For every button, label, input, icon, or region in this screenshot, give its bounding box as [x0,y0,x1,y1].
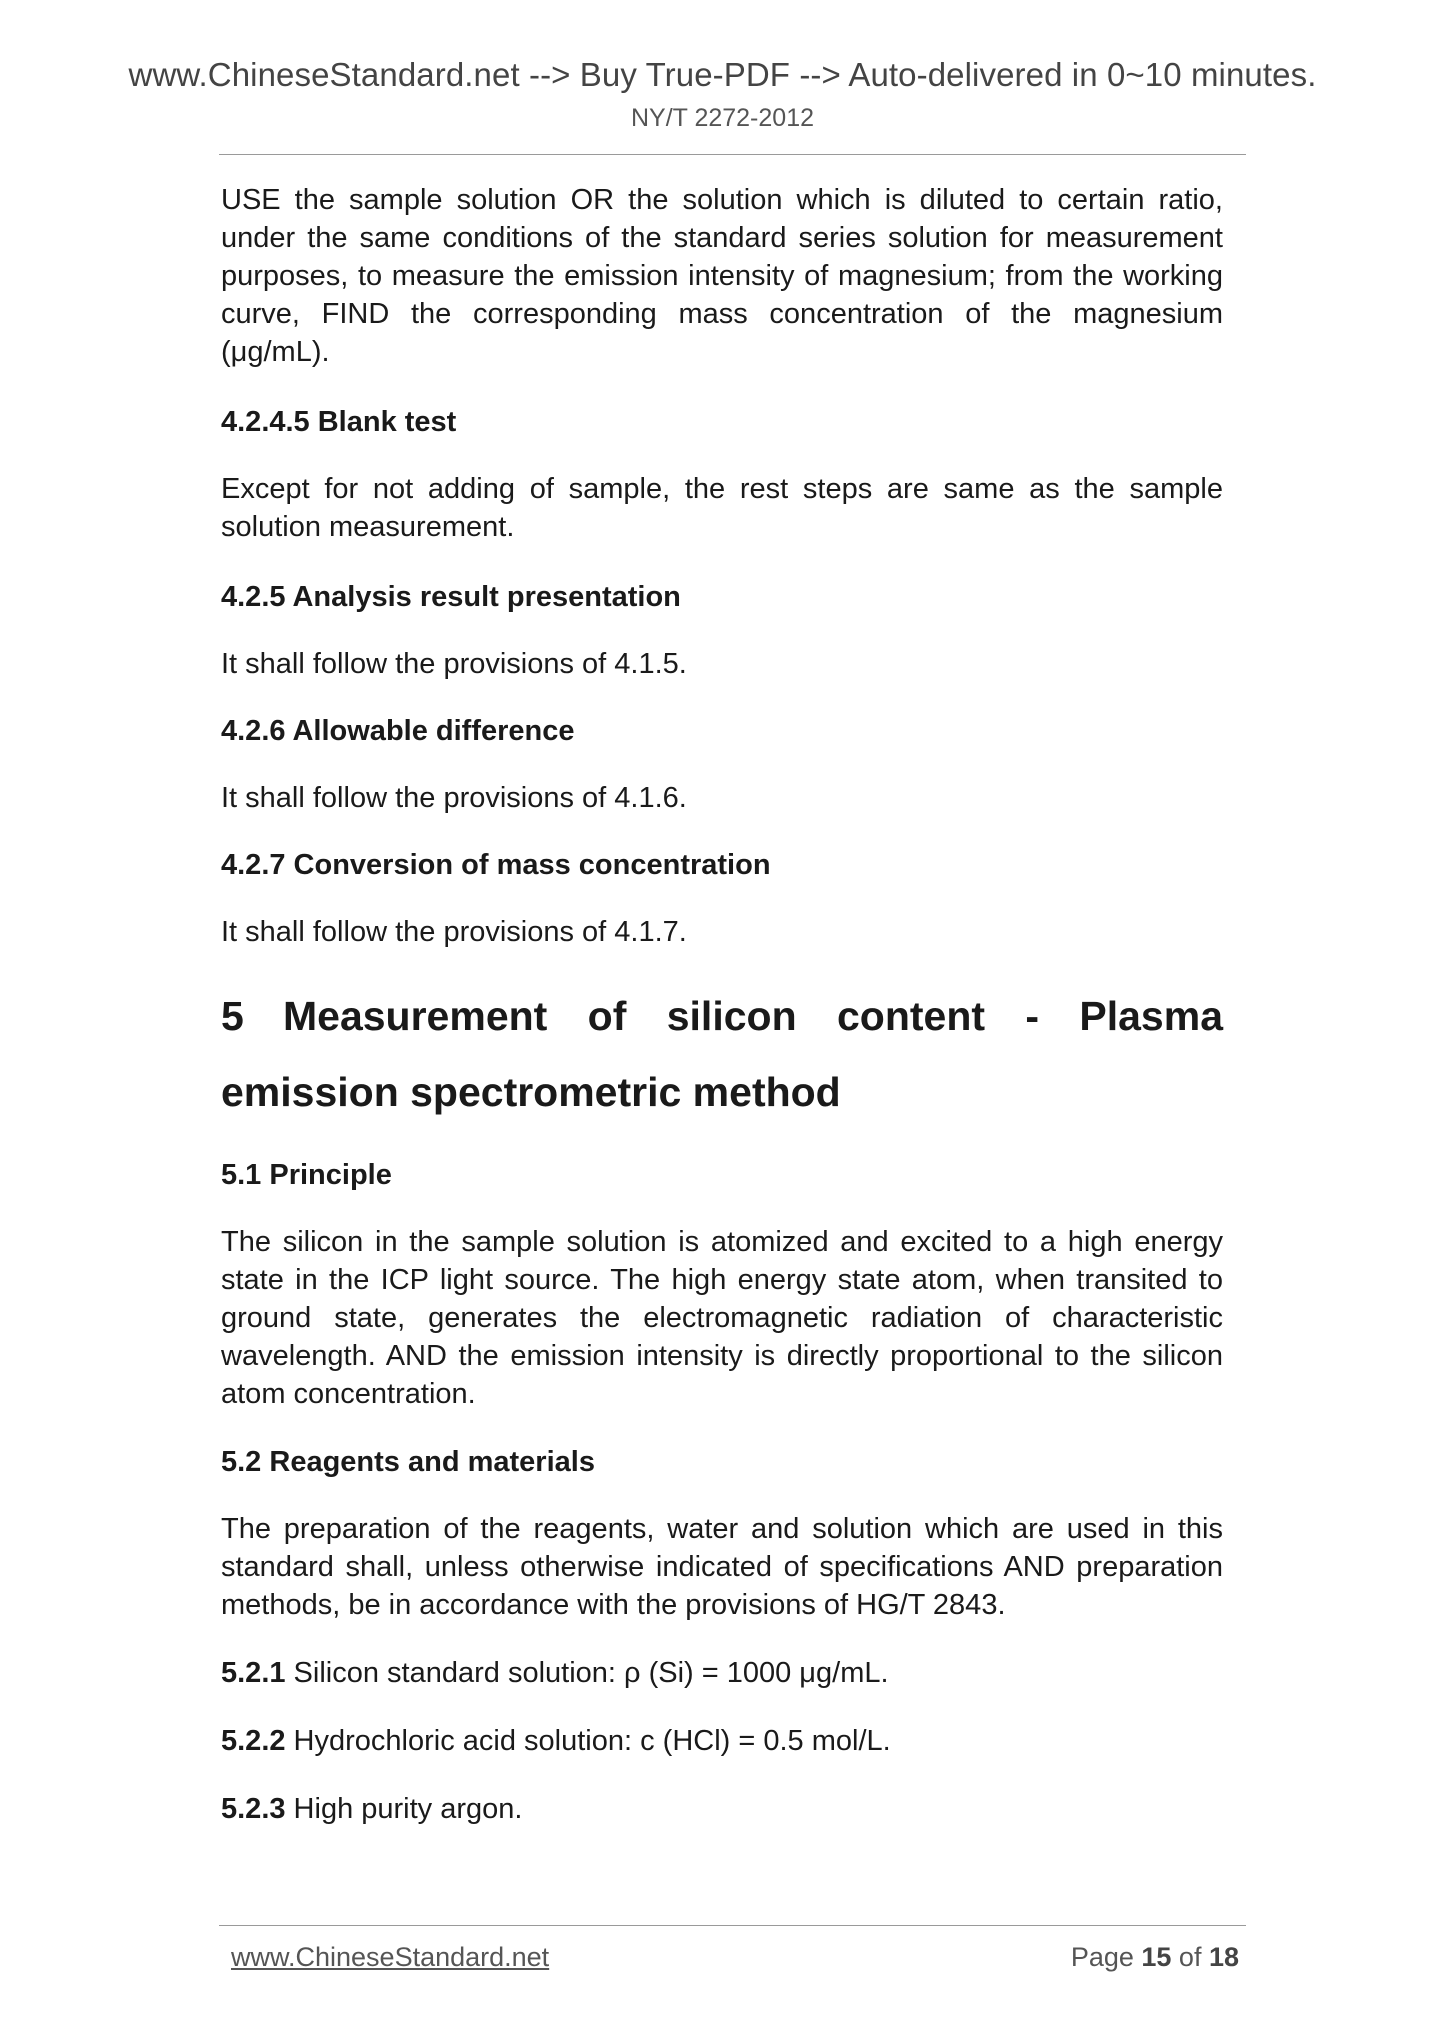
header-divider [219,154,1246,155]
heading-4-2-5: 4.2.5 Analysis result presentation [221,581,681,613]
item-5-2-1-label: 5.2.1 [221,1657,286,1689]
header-banner[interactable]: www.ChineseStandard.net --> Buy True-PDF --> Auto-delivered in 0~10 minutes. [128,56,1317,93]
item-5-2-2-text: Hydrochloric acid solution: c (HCl) = 0.5 mol/L. [285,1725,891,1757]
heading-4-2-7: 4.2.7 Conversion of mass concentration [221,849,771,881]
paragraph-principle: The silicon in the sample solution is atomized and excited to a high energy state in the ICP light source. The high energy state atom, when transited to ground state, generates the electromagnetic radiation of characteristic wavelength. AND the emission intensity is directly proportional to the silicon atom concentration. [221,1226,1223,1410]
total-pages: 18 [1208,1942,1239,1972]
heading-5-1: 5.1 Principle [221,1159,392,1191]
standard-number: NY/T 2272-2012 [631,104,814,132]
item-5-2-1-text: Silicon standard solution: ρ (Si) = 1000 μg/mL. [285,1657,889,1689]
paragraph-4-2-6: It shall follow the provisions of 4.1.6. [221,782,687,814]
item-5-2-3-label: 5.2.3 [221,1793,286,1825]
paragraph-blank-test: Except for not adding of sample, the rest steps are same as the sample solution measurement. [221,473,1223,543]
section-5-title: Measurement of silicon content - Plasma emission spectrometric method [221,993,1223,1115]
item-5-2-3 [221,1790,1223,1828]
document-body [221,181,1223,1828]
heading-5-2: 5.2 Reagents and materials [221,1446,595,1478]
item-5-2-2 [221,1722,1223,1760]
paragraph-measurement: USE the sample solution OR the solution which is diluted to certain ratio, under the same conditions of the standard series solution for measurement purposes, to measure the emission intensity of magnesium; from the working curve, FIND the corresponding mass concentration of the magnesium (μg/mL). [221,184,1223,368]
item-5-2-1 [221,1654,1223,1692]
paragraph-4-2-7: It shall follow the provisions of 4.1.7. [221,916,687,948]
heading-section-5 [221,978,1223,1130]
paragraph-reagents: The preparation of the reagents, water and solution which are used in this standard shall, unless otherwise indicated of specifications AND preparation methods, be in accordance with the provisions of HG/T 2843. [221,1513,1223,1621]
heading-4-2-4-5: 4.2.4.5 Blank test [221,406,457,438]
footer-divider [219,1925,1246,1926]
item-5-2-3-text: High purity argon. [285,1793,523,1825]
current-page: 15 [1141,1942,1172,1972]
paragraph-4-2-5: It shall follow the provisions of 4.1.5. [221,648,687,680]
section-5-number: 5 [221,993,244,1039]
of-word: of [1171,1942,1209,1972]
page-word: Page [1070,1942,1142,1972]
footer-site-link[interactable]: www.ChineseStandard.net [231,1942,550,1972]
item-5-2-2-label: 5.2.2 [221,1725,286,1757]
page-counter [1071,1942,1239,1973]
heading-4-2-6: 4.2.6 Allowable difference [221,715,575,747]
